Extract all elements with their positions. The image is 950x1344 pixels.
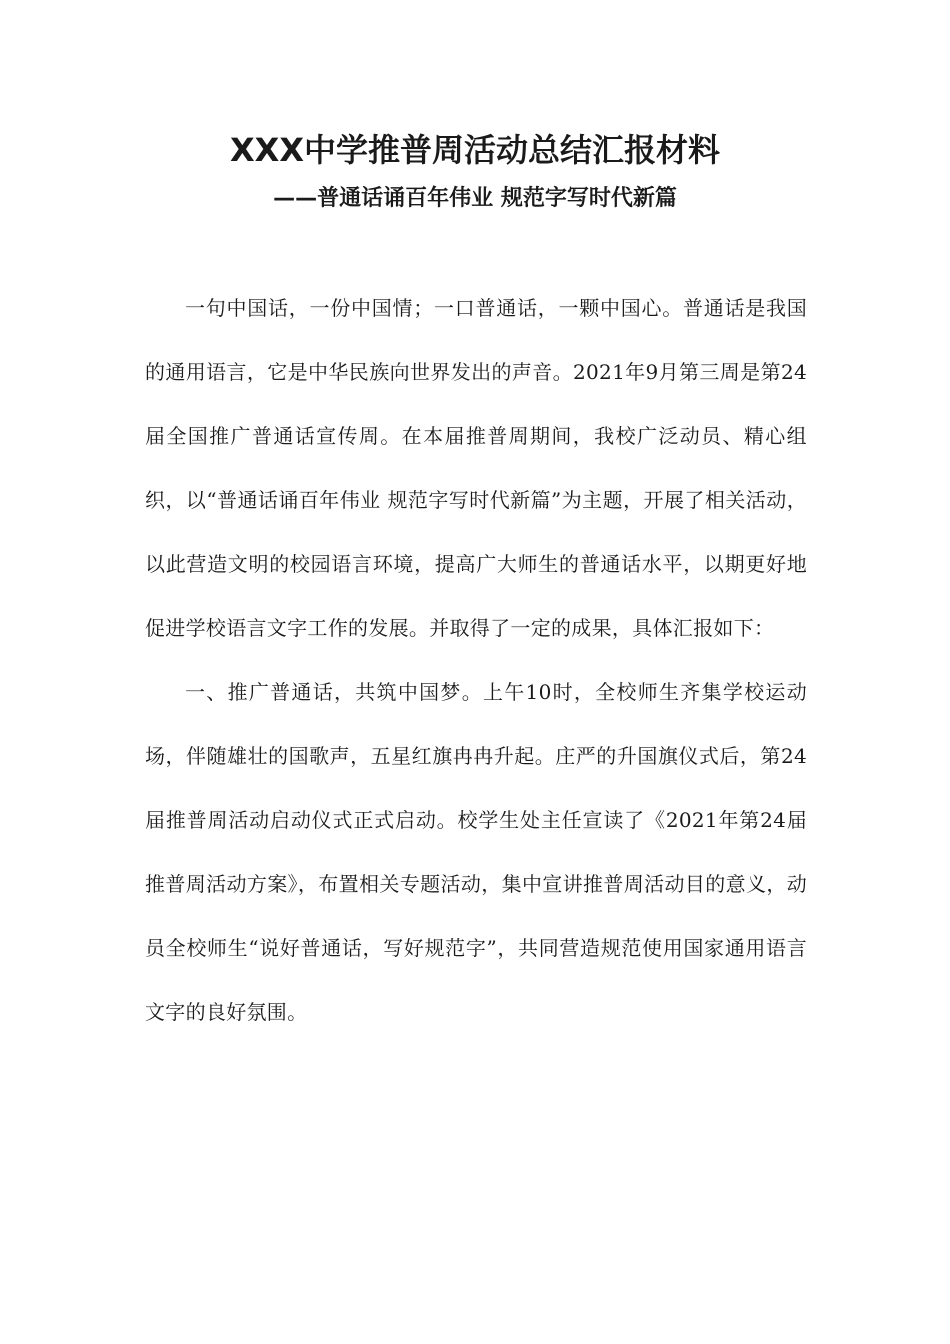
- document-subtitle: ——普通话诵百年伟业 规范字写时代新篇: [273, 186, 677, 211]
- document-body: [145, 276, 807, 1044]
- paragraph-section-one: 一、推广普通话，共筑中国梦。上午10时，全校师生齐集学校运动场，伴随雄壮的国歌声，五星红旗冉冉升起。庄严的升国旗仪式后，第24届推普周活动启动仪式正式启动。校学生处主任宣读了《2021年第24届推普周活动方案》，布置相关专题活动，集中宣讲推普周活动目的意义，动员全校师生“说好普通话，写好规范字”，共同营造规范使用国家通用语言文字的良好氛围。: [145, 680, 807, 1024]
- document-title: XXX中学推普周活动总结汇报材料: [229, 131, 721, 169]
- paragraph-intro: 一句中国话，一份中国情；一口普通话，一颗中国心。普通话是我国的通用语言，它是中华民族向世界发出的声音。2021年9月第三周是第24届全国推广普通话宣传周。在本届推普周期间，我校广泛动员、精心组织，以“普通话诵百年伟业 规范字写时代新篇”为主题，开展了相关活动，以此营造文明的校园语言环境，提高广大师生的普通话水平，以期更好地促进学校语言文字工作的发展。并取得了一定的成果，具体汇报如下：: [145, 296, 807, 640]
